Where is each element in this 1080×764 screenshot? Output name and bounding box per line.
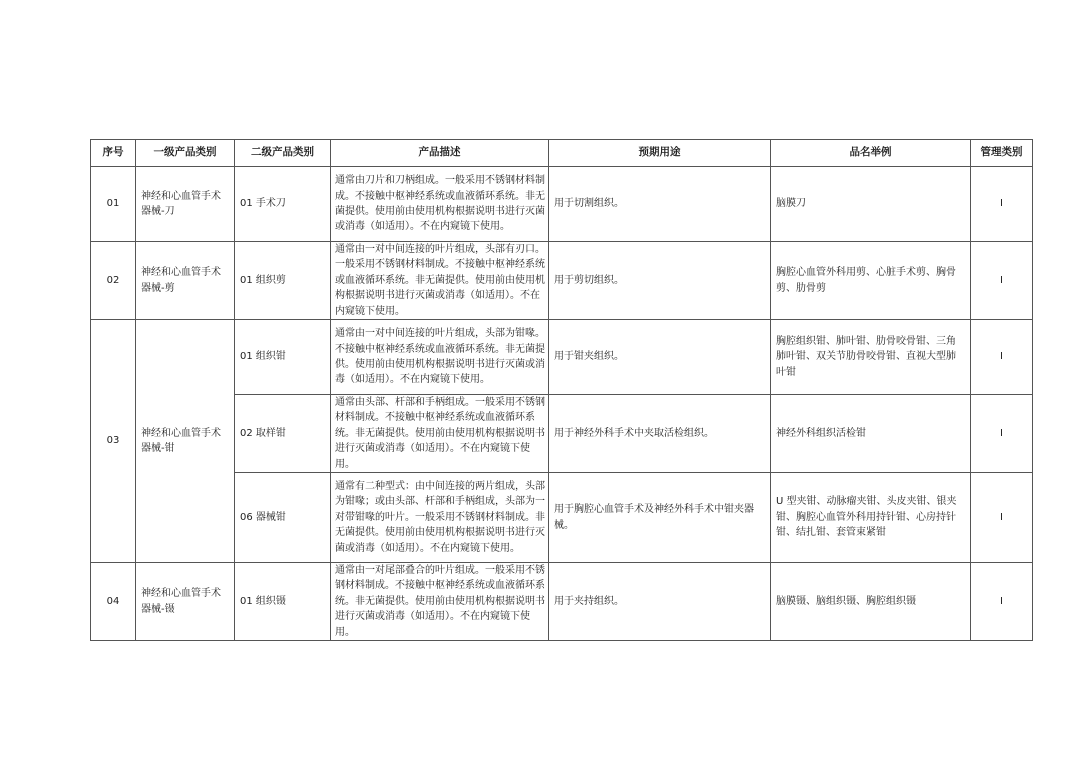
product-classification-table [90,139,1033,641]
class-cell: I [971,242,1033,320]
header-level1-category: 一级产品类别 [136,140,235,167]
class-cell: I [971,320,1033,395]
table-header-row [91,140,1033,167]
use-cell: 用于夹持组织。 [549,563,771,641]
table-row [91,320,1033,395]
category-cell: 神经和心血管手术器械-剪 [136,242,235,320]
table-row [91,563,1033,641]
subcategory-cell: 01 组织剪 [235,242,331,320]
subcategory-cell: 01 组织钳 [235,320,331,395]
examples-cell: 胸腔组织钳、肺叶钳、肋骨咬骨钳、三角肺叶钳、双关节肋骨咬骨钳、直视大型肺叶钳 [771,320,971,395]
header-seq: 序号 [91,140,136,167]
description-cell: 通常由一对中间连接的叶片组成，头部为钳喙。不接触中枢神经系统或血液循环系统。非无菌提供。使用前由使用机构根据说明书进行灭菌或消毒（如适用）。不在内窥镜下使用。 [331,320,549,395]
header-level2-category: 二级产品类别 [235,140,331,167]
use-cell: 用于钳夹组织。 [549,320,771,395]
description-cell: 通常有二种型式：由中间连接的两片组成，头部为钳喙；或由头部、杆部和手柄组成，头部为一对带钳喙的叶片。一般采用不锈钢材料制成。非无菌提供。使用前由使用机构根据说明书进行灭菌或消毒（如适用）。不在内窥镜下使用。 [331,473,549,563]
examples-cell: 胸腔心血管外科用剪、心脏手术剪、胸骨剪、肋骨剪 [771,242,971,320]
subcategory-cell: 01 手术刀 [235,167,331,242]
table-row [91,167,1033,242]
seq-cell: 01 [91,167,136,242]
seq-cell: 04 [91,563,136,641]
use-cell: 用于神经外科手术中夹取活检组织。 [549,395,771,473]
seq-cell: 03 [91,320,136,563]
description-cell: 通常由一对尾部叠合的叶片组成。一般采用不锈钢材料制成。不接触中枢神经系统或血液循环系统。非无菌提供。使用前由使用机构根据说明书进行灭菌或消毒（如适用）。不在内窥镜下使用。 [331,563,549,641]
header-examples: 品名举例 [771,140,971,167]
header-intended-use: 预期用途 [549,140,771,167]
category-cell: 神经和心血管手术器械-刀 [136,167,235,242]
subcategory-cell: 06 器械钳 [235,473,331,563]
subcategory-cell: 02 取样钳 [235,395,331,473]
examples-cell: 神经外科组织活检钳 [771,395,971,473]
class-cell: I [971,473,1033,563]
use-cell: 用于胸腔心血管手术及神经外科手术中钳夹器械。 [549,473,771,563]
examples-cell: 脑膜镊、脑组织镊、胸腔组织镊 [771,563,971,641]
description-cell: 通常由头部、杆部和手柄组成。一般采用不锈钢材料制成。不接触中枢神经系统或血液循环系统。非无菌提供。使用前由使用机构根据说明书进行灭菌或消毒（如适用）。不在内窥镜下使用。 [331,395,549,473]
header-management-class: 管理类别 [971,140,1033,167]
header-description: 产品描述 [331,140,549,167]
examples-cell: U 型夹钳、动脉瘤夹钳、头皮夹钳、银夹钳、胸腔心血管外科用持针钳、心房持针钳、结扎钳、套管束紧钳 [771,473,971,563]
table-row [91,242,1033,320]
use-cell: 用于剪切组织。 [549,242,771,320]
use-cell: 用于切割组织。 [549,167,771,242]
class-cell: I [971,395,1033,473]
description-cell: 通常由刀片和刀柄组成。一般采用不锈钢材料制成。不接触中枢神经系统或血液循环系统。非无菌提供。使用前由使用机构根据说明书进行灭菌或消毒（如适用）。不在内窥镜下使用。 [331,167,549,242]
subcategory-cell: 01 组织镊 [235,563,331,641]
class-cell: I [971,563,1033,641]
description-cell: 通常由一对中间连接的叶片组成，头部有刃口。一般采用不锈钢材料制成。不接触中枢神经系统或血液循环系统。非无菌提供。使用前由使用机构根据说明书进行灭菌或消毒（如适用）。不在内窥镜下使用。 [331,242,549,320]
class-cell: I [971,167,1033,242]
examples-cell: 脑膜刀 [771,167,971,242]
seq-cell: 02 [91,242,136,320]
category-cell: 神经和心血管手术器械-钳 [136,320,235,563]
category-cell: 神经和心血管手术器械-镊 [136,563,235,641]
